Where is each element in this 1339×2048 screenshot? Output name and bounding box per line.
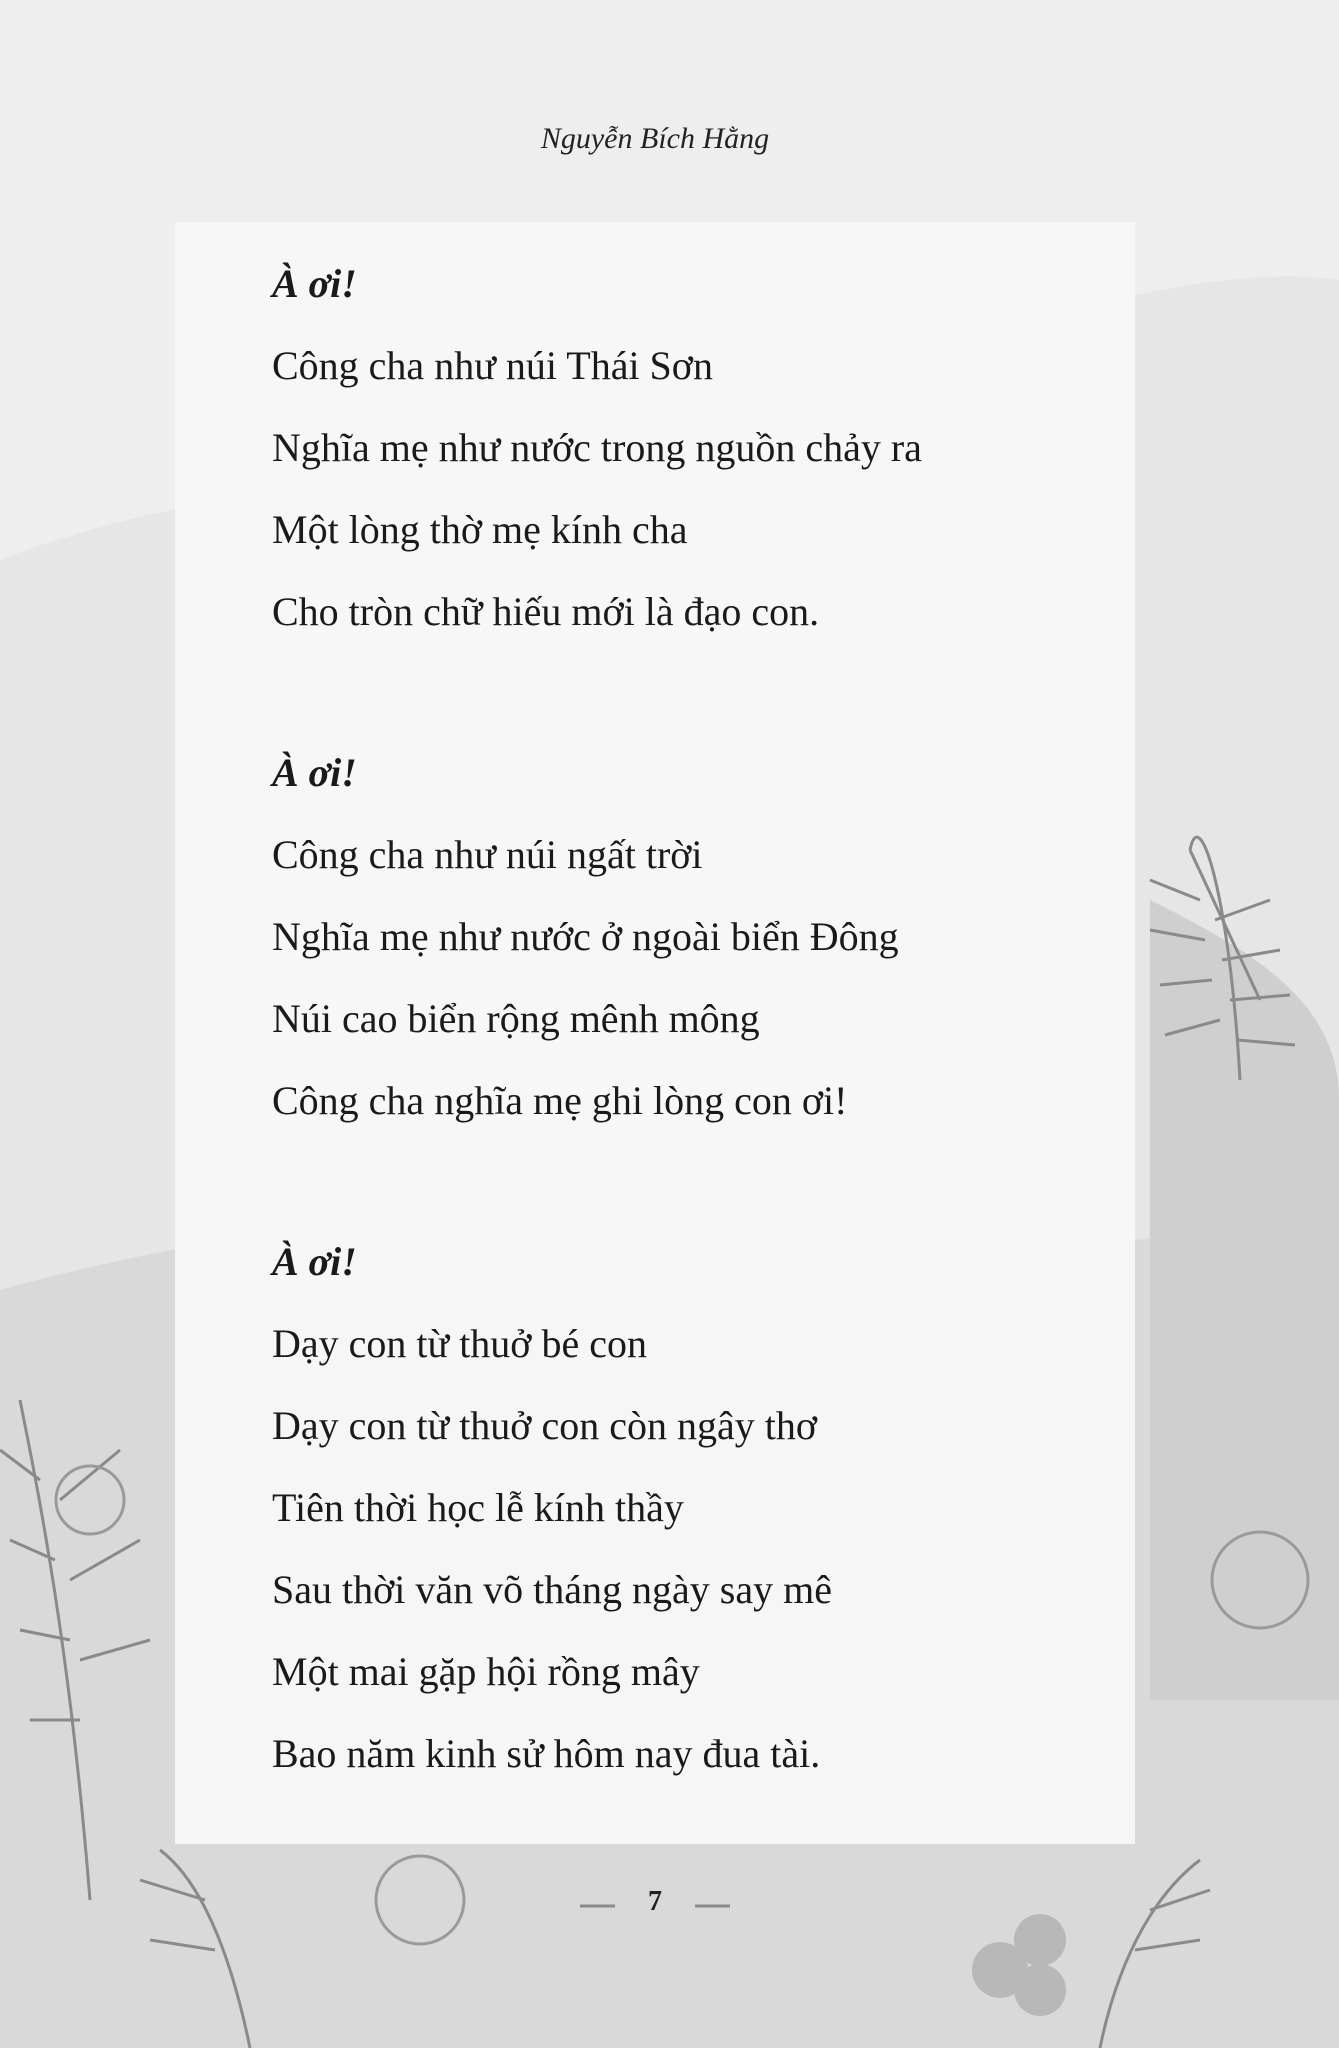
poem-line: Dạy con từ thuở con còn ngây thơ (272, 1403, 817, 1448)
poem-line: Núi cao biển rộng mênh mông (272, 996, 760, 1041)
poem-line: Cho tròn chữ hiếu mới là đạo con. (272, 589, 820, 634)
stanza-heading: À ơi! (272, 261, 357, 306)
poem-line: Công cha như núi Thái Sơn (272, 343, 713, 388)
poem-line: Nghĩa mẹ như nước ở ngoài biển Đông (272, 914, 899, 959)
poem-line: Công cha nghĩa mẹ ghi lòng con ơi! (272, 1078, 848, 1123)
stanza-2 (272, 749, 899, 1159)
poem-line: Sau thời văn võ tháng ngày say mê (272, 1567, 832, 1612)
poem-line: Công cha như núi ngất trời (272, 832, 703, 877)
stanza-1 (272, 260, 922, 670)
poem-line: Nghĩa mẹ như nước trong nguồn chảy ra (272, 425, 922, 470)
poem-panel (175, 222, 1135, 1844)
poem-line: Bao năm kinh sử hôm nay đua tài. (272, 1731, 821, 1776)
stanza-heading: À ơi! (272, 750, 357, 795)
stanza-heading: À ơi! (272, 1239, 357, 1284)
poem-line: Một mai gặp hội rồng mây (272, 1649, 700, 1694)
poem-line: Dạy con từ thuở bé con (272, 1321, 647, 1366)
running-header-author: Nguyễn Bích Hằng (540, 122, 770, 155)
stanza-3 (272, 1238, 832, 1812)
page-number: 7 (648, 1886, 662, 1917)
poem-line: Tiên thời học lễ kính thầy (272, 1485, 684, 1530)
poem-line: Một lòng thờ mẹ kính cha (272, 507, 688, 552)
